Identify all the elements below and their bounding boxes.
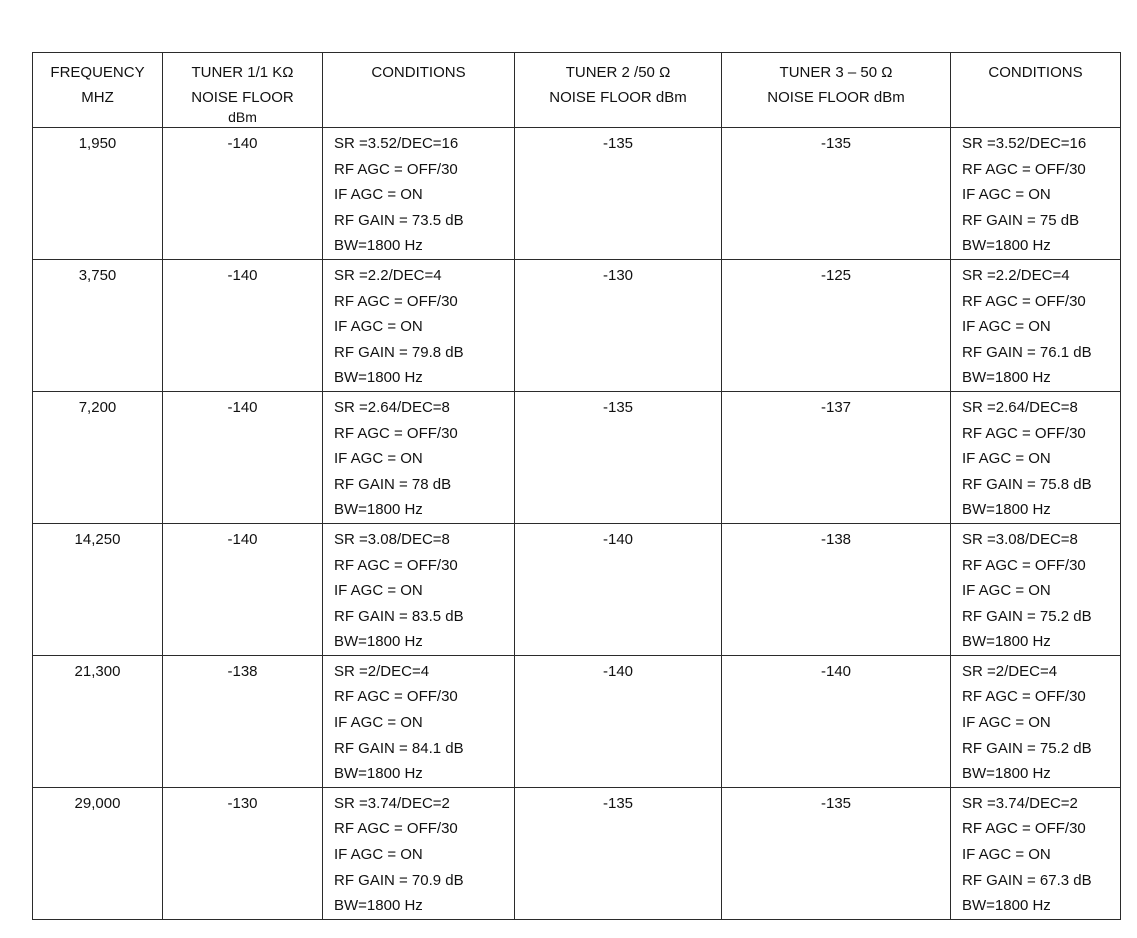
tuner-3-cell: -137: [722, 391, 951, 523]
header-conditions-2: [951, 53, 1121, 128]
table-row: [33, 655, 1121, 787]
header-line: TUNER 3 – 50 Ω: [779, 64, 893, 81]
condition-line: IF AGC = ON: [334, 582, 423, 600]
header-line: NOISE FLOOR: [191, 89, 294, 106]
condition-line: RF AGC = OFF/30: [962, 160, 1086, 178]
condition-line: RF GAIN = 76.1 dB: [962, 343, 1092, 361]
conditions-2-cell: [951, 259, 1121, 391]
conditions-1-cell: [323, 523, 515, 655]
table-row: [33, 523, 1121, 655]
tuner-3-cell: -125: [722, 259, 951, 391]
header-line: NOISE FLOOR dBm: [549, 89, 687, 106]
condition-line: IF AGC = ON: [334, 714, 423, 732]
condition-line: RF AGC = OFF/30: [962, 820, 1086, 838]
tuner-1-cell: -130: [163, 787, 323, 919]
conditions-2-cell: [951, 523, 1121, 655]
condition-line: RF GAIN = 67.3 dB: [962, 871, 1092, 889]
table-row: [33, 128, 1121, 260]
condition-line: SR =3.08/DEC=8: [962, 530, 1078, 548]
condition-line: SR =2/DEC=4: [962, 662, 1058, 680]
condition-line: IF AGC = ON: [962, 186, 1051, 204]
tuner-2-cell: -130: [515, 259, 722, 391]
header-line: dBm: [228, 109, 257, 125]
header-row: [33, 53, 1121, 128]
table-row: [33, 787, 1121, 919]
condition-line: BW=1800 Hz: [334, 501, 423, 519]
conditions-1-cell: [323, 655, 515, 787]
frequency-cell: 1,950: [33, 128, 163, 260]
condition-line: RF AGC = OFF/30: [962, 424, 1086, 442]
conditions-2-cell: [951, 391, 1121, 523]
header-line: CONDITIONS: [988, 64, 1083, 81]
tuner-2-cell: -135: [515, 128, 722, 260]
condition-line: RF GAIN = 70.9 dB: [334, 871, 464, 889]
tuner-3-cell: -138: [722, 523, 951, 655]
frequency-cell: 3,750: [33, 259, 163, 391]
tuner-1-cell: -140: [163, 391, 323, 523]
condition-line: SR =2.2/DEC=4: [962, 266, 1070, 284]
condition-line: SR =3.08/DEC=8: [334, 530, 450, 548]
header-conditions-1: [323, 53, 515, 128]
condition-line: RF GAIN = 75.2 dB: [962, 739, 1092, 757]
conditions-1-cell: [323, 259, 515, 391]
frequency-cell: 29,000: [33, 787, 163, 919]
condition-line: BW=1800 Hz: [962, 633, 1051, 651]
noise-floor-table-container: [32, 52, 1121, 920]
condition-line: RF AGC = OFF/30: [334, 556, 458, 574]
tuner-1-cell: -140: [163, 259, 323, 391]
condition-line: RF GAIN = 79.8 dB: [334, 343, 464, 361]
condition-line: SR =2.64/DEC=8: [962, 398, 1078, 416]
condition-line: BW=1800 Hz: [962, 897, 1051, 915]
condition-line: RF GAIN = 75.8 dB: [962, 475, 1092, 493]
header-tuner-2: [515, 53, 722, 128]
header-tuner-1: [163, 53, 323, 128]
tuner-2-cell: -135: [515, 787, 722, 919]
header-line: NOISE FLOOR dBm: [767, 89, 905, 106]
table-row: [33, 259, 1121, 391]
tuner-2-cell: -135: [515, 391, 722, 523]
condition-line: BW=1800 Hz: [334, 765, 423, 783]
condition-line: IF AGC = ON: [962, 846, 1051, 864]
condition-line: RF GAIN = 75.2 dB: [962, 607, 1092, 625]
condition-line: BW=1800 Hz: [334, 369, 423, 387]
conditions-2-cell: [951, 655, 1121, 787]
condition-line: RF GAIN = 75 dB: [962, 211, 1080, 229]
table-body: [33, 128, 1121, 920]
condition-line: RF GAIN = 83.5 dB: [334, 607, 464, 625]
tuner-1-cell: -138: [163, 655, 323, 787]
frequency-cell: 7,200: [33, 391, 163, 523]
condition-line: BW=1800 Hz: [334, 897, 423, 915]
condition-line: RF AGC = OFF/30: [962, 688, 1086, 706]
frequency-cell: 14,250: [33, 523, 163, 655]
condition-line: RF GAIN = 73.5 dB: [334, 211, 464, 229]
tuner-3-cell: -140: [722, 655, 951, 787]
condition-line: SR =2.2/DEC=4: [334, 266, 442, 284]
condition-line: SR =3.52/DEC=16: [962, 135, 1087, 152]
condition-line: RF AGC = OFF/30: [334, 688, 458, 706]
condition-line: RF AGC = OFF/30: [334, 820, 458, 838]
condition-line: BW=1800 Hz: [962, 237, 1051, 255]
header-line: TUNER 2 /50 Ω: [565, 64, 671, 81]
condition-line: BW=1800 Hz: [962, 369, 1051, 387]
condition-line: IF AGC = ON: [334, 186, 423, 204]
conditions-2-cell: [951, 128, 1121, 260]
condition-line: IF AGC = ON: [334, 318, 423, 336]
condition-line: RF GAIN = 84.1 dB: [334, 739, 464, 757]
condition-line: RF GAIN = 78 dB: [334, 475, 452, 493]
header-frequency: [33, 53, 163, 128]
condition-line: SR =2.64/DEC=8: [334, 398, 450, 416]
condition-line: RF AGC = OFF/30: [334, 292, 458, 310]
condition-line: IF AGC = ON: [334, 846, 423, 864]
header-line: CONDITIONS: [371, 64, 466, 81]
condition-line: BW=1800 Hz: [334, 633, 423, 651]
condition-line: BW=1800 Hz: [334, 237, 423, 255]
condition-line: RF AGC = OFF/30: [334, 160, 458, 178]
conditions-1-cell: [323, 391, 515, 523]
header-line: MHZ: [81, 89, 114, 106]
condition-line: IF AGC = ON: [334, 450, 423, 468]
tuner-3-cell: -135: [722, 128, 951, 260]
condition-line: IF AGC = ON: [962, 582, 1051, 600]
conditions-2-cell: [951, 787, 1121, 919]
tuner-1-cell: -140: [163, 523, 323, 655]
frequency-cell: 21,300: [33, 655, 163, 787]
condition-line: RF AGC = OFF/30: [962, 292, 1086, 310]
tuner-2-cell: -140: [515, 523, 722, 655]
condition-line: RF AGC = OFF/30: [334, 424, 458, 442]
condition-line: SR =3.74/DEC=2: [334, 794, 450, 812]
condition-line: BW=1800 Hz: [962, 501, 1051, 519]
tuner-2-cell: -140: [515, 655, 722, 787]
header-tuner-3: [722, 53, 951, 128]
conditions-1-cell: [323, 128, 515, 260]
table-row: [33, 391, 1121, 523]
tuner-3-cell: -135: [722, 787, 951, 919]
condition-line: IF AGC = ON: [962, 450, 1051, 468]
condition-line: RF AGC = OFF/30: [962, 556, 1086, 574]
conditions-1-cell: [323, 787, 515, 919]
condition-line: IF AGC = ON: [962, 318, 1051, 336]
noise-floor-table: [32, 52, 1121, 920]
header-line: FREQUENCY: [50, 64, 145, 81]
header-line: TUNER 1/1 KΩ: [191, 64, 294, 81]
tuner-1-cell: -140: [163, 128, 323, 260]
condition-line: SR =3.74/DEC=2: [962, 794, 1078, 812]
condition-line: BW=1800 Hz: [962, 765, 1051, 783]
condition-line: SR =3.52/DEC=16: [334, 135, 459, 152]
condition-line: IF AGC = ON: [962, 714, 1051, 732]
condition-line: SR =2/DEC=4: [334, 662, 430, 680]
